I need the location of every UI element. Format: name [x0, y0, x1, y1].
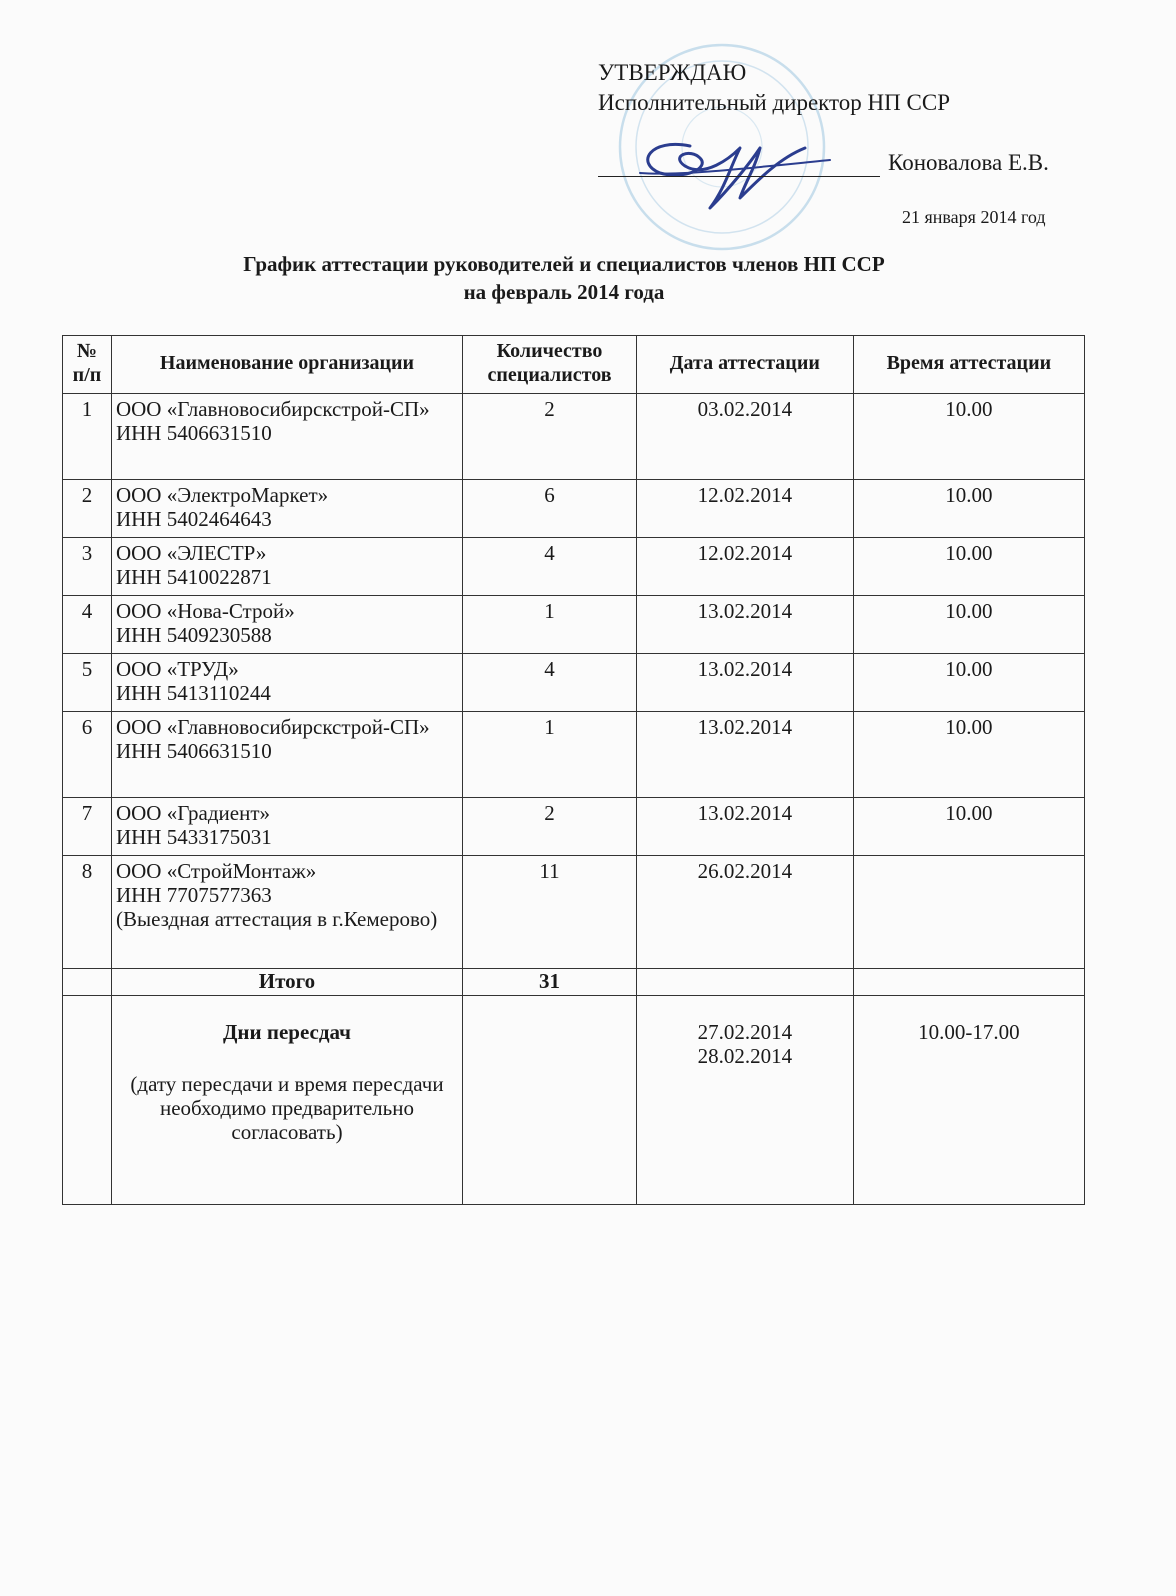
attestation-time: 10.00: [853, 480, 1084, 538]
header-count: Количество специалистов: [463, 336, 637, 394]
total-row: [63, 969, 1085, 996]
table-row: [63, 394, 1085, 480]
header-time: Время аттестации: [853, 336, 1084, 394]
signature-row: [598, 150, 1068, 180]
attestation-date: 13.02.2014: [637, 712, 854, 798]
specialists-count: 2: [463, 394, 637, 480]
retake-dates-cell: [637, 996, 854, 1205]
organization-inn: ИНН 5406631510: [115, 421, 272, 445]
total-empty-cell: [63, 969, 112, 996]
attestation-date: 26.02.2014: [637, 856, 854, 969]
organization-name: ООО «ТРУД»: [115, 657, 239, 681]
retake-date-1: 27.02.2014: [697, 1020, 793, 1044]
specialists-count: 1: [463, 712, 637, 798]
organization-inn: ИНН 5406631510: [115, 739, 272, 763]
title-line-1: График аттестации руководителей и специалистов членов НП ССР: [243, 252, 885, 276]
row-number: 7: [63, 798, 112, 856]
organization-cell: [111, 856, 462, 969]
retake-time: 10.00-17.00: [853, 996, 1084, 1205]
attestation-time: [853, 856, 1084, 969]
organization-cell: [111, 596, 462, 654]
attestation-time: 10.00: [853, 798, 1084, 856]
specialists-count: 11: [463, 856, 637, 969]
specialists-count: 2: [463, 798, 637, 856]
retake-row: [63, 996, 1085, 1205]
total-value: 31: [463, 969, 637, 996]
organization-inn: ИНН 5433175031: [115, 825, 272, 849]
organization-cell: [111, 538, 462, 596]
attestation-time: 10.00: [853, 394, 1084, 480]
organization-inn: ИНН 5413110244: [115, 681, 271, 705]
row-number: 3: [63, 538, 112, 596]
specialists-count: 1: [463, 596, 637, 654]
signer-name: Коновалова Е.В.: [888, 150, 1049, 175]
attestation-schedule-table: [62, 335, 1085, 1205]
row-number: 8: [63, 856, 112, 969]
retake-description-cell: [111, 996, 462, 1205]
organization-name: ООО «ЭЛЕСТР»: [115, 541, 267, 565]
table-row: [63, 856, 1085, 969]
organization-name: ООО «ЭлектроМаркет»: [115, 483, 329, 507]
attestation-time: 10.00: [853, 596, 1084, 654]
attestation-time: 10.00: [853, 538, 1084, 596]
approval-block: [598, 58, 950, 118]
organization-cell: [111, 480, 462, 538]
organization-inn: ИНН 5410022871: [115, 565, 272, 589]
approval-date: 21 января 2014 год: [902, 207, 1046, 227]
table-row: [63, 480, 1085, 538]
organization-inn: ИНН 5409230588: [115, 623, 272, 647]
total-empty-cell: [853, 969, 1084, 996]
row-number: 4: [63, 596, 112, 654]
organization-inn: ИНН 5402464643: [115, 507, 272, 531]
attestation-time: 10.00: [853, 712, 1084, 798]
approver-position: Исполнительный директор НП ССР: [598, 90, 950, 115]
specialists-count: 6: [463, 480, 637, 538]
organization-name: ООО «Главновосибирскстрой-СП»: [115, 397, 430, 421]
table-row: [63, 712, 1085, 798]
retake-empty-cell: [63, 996, 112, 1205]
organization-cell: [111, 712, 462, 798]
specialists-count: 4: [463, 538, 637, 596]
header-number: № п/п: [63, 336, 112, 394]
attestation-date: 13.02.2014: [637, 596, 854, 654]
organization-cell: [111, 654, 462, 712]
retake-date-2: 28.02.2014: [697, 1044, 793, 1068]
total-label: Итого: [111, 969, 462, 996]
signature-line: [598, 176, 880, 177]
table-row: [63, 798, 1085, 856]
attestation-date: 12.02.2014: [637, 480, 854, 538]
organization-cell: [111, 798, 462, 856]
header-organization: Наименование организации: [111, 336, 462, 394]
organization-note: (Выездная аттестация в г.Кемерово): [115, 907, 438, 931]
row-number: 6: [63, 712, 112, 798]
table-header-row: [63, 336, 1085, 394]
attestation-date: 12.02.2014: [637, 538, 854, 596]
header-date: Дата аттестации: [637, 336, 854, 394]
attestation-date: 13.02.2014: [637, 798, 854, 856]
attestation-date: 03.02.2014: [637, 394, 854, 480]
table-row: [63, 538, 1085, 596]
retake-empty-cell: [463, 996, 637, 1205]
organization-name: ООО «Главновосибирскстрой-СП»: [115, 715, 430, 739]
document-title: [0, 250, 1176, 306]
retake-title: Дни пересдач: [222, 1020, 351, 1044]
table-row: [63, 654, 1085, 712]
table-row: [63, 596, 1085, 654]
row-number: 2: [63, 480, 112, 538]
organization-name: ООО «Нова-Строй»: [115, 599, 295, 623]
approval-heading: УТВЕРЖДАЮ: [598, 60, 747, 85]
row-number: 1: [63, 394, 112, 480]
title-line-2: на февраль 2014 года: [463, 280, 665, 304]
organization-cell: [111, 394, 462, 480]
row-number: 5: [63, 654, 112, 712]
organization-name: ООО «СтройМонтаж»: [115, 859, 317, 883]
attestation-date: 13.02.2014: [637, 654, 854, 712]
specialists-count: 4: [463, 654, 637, 712]
total-empty-cell: [637, 969, 854, 996]
organization-inn: ИНН 7707577363: [115, 883, 272, 907]
organization-name: ООО «Градиент»: [115, 801, 270, 825]
retake-note: (дату пересдачи и время пересдачи необходимо предварительно согласовать): [130, 1072, 444, 1144]
attestation-time: 10.00: [853, 654, 1084, 712]
